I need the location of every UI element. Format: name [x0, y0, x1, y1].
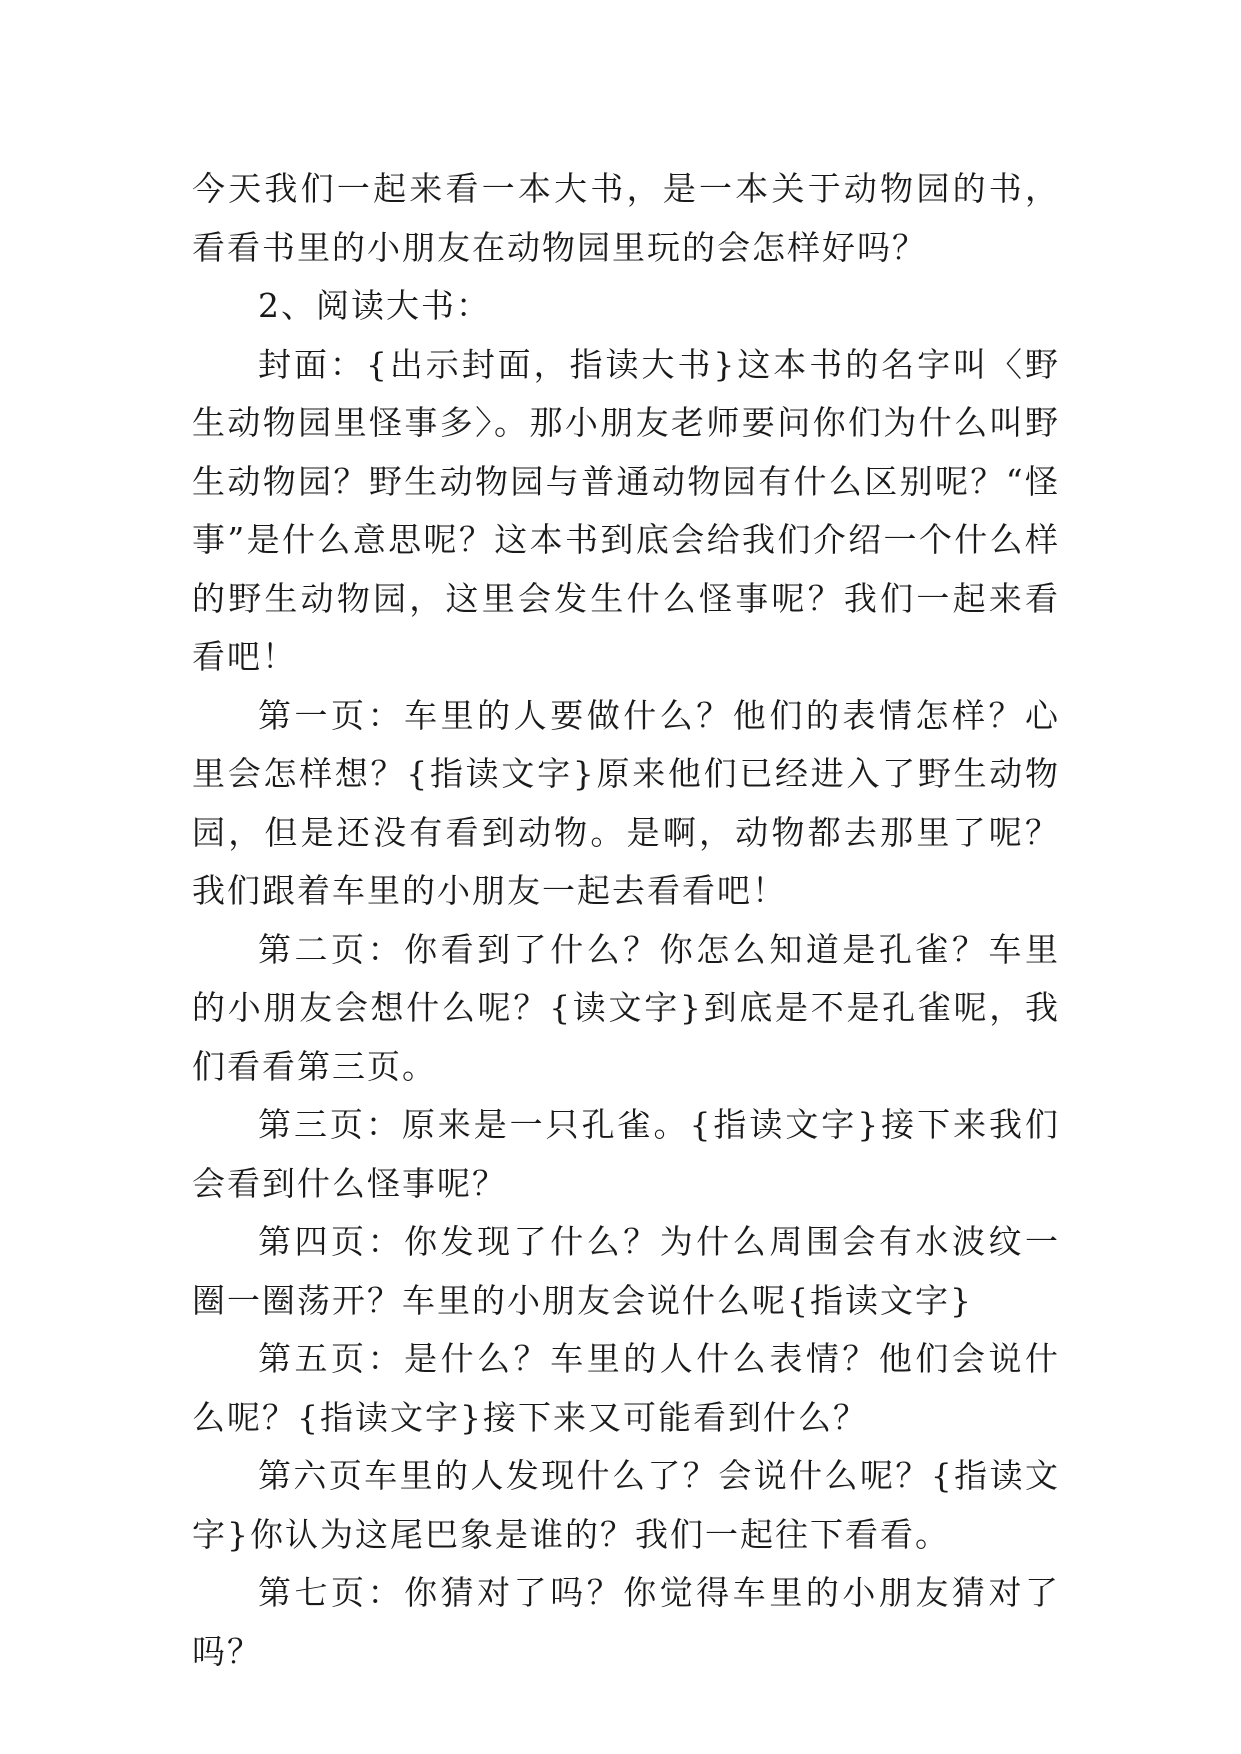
paragraph-page-1: 第一页：车里的人要做什么？他们的表情怎样？心里会怎样想？{指读文字}原来他们已经进入了野生动物园，但是还没有看到动物。是啊，动物都去那里了呢？我们跟着车里的小朋友一起去看看吧！ — [192, 695, 1060, 910]
paragraph-page-4: 第四页：你发现了什么？为什么周围会有水波纹一圈一圈荡开？车里的小朋友会说什么呢{指读文字} — [192, 1222, 1060, 1320]
paragraph-page-6: 第六页车里的人发现什么了？会说什么呢？{指读文字}你认为这尾巴象是谁的？我们一起往下看看。 — [192, 1456, 1060, 1554]
paragraph-page-3: 第三页：原来是一只孔雀。{指读文字}接下来我们会看到什么怪事呢？ — [192, 1105, 1060, 1203]
paragraph-page-2: 第二页：你看到了什么？你怎么知道是孔雀？车里的小朋友会想什么呢？{读文字}到底是不是孔雀呢，我们看看第三页。 — [192, 929, 1060, 1086]
paragraph-cover: 封面：{出示封面，指读大书}这本书的名字叫〈野生动物园里怪事多〉。那小朋友老师要问你们为什么叫野生动物园？野生动物园与普通动物园有什么区别呢？“怪事”是什么意思呢？这本书到底会给我们介绍一个什么样的野生动物园，这里会发生什么怪事呢？我们一起来看看吧！ — [192, 344, 1060, 676]
paragraph-intro: 今天我们一起来看一本大书，是一本关于动物园的书，看看书里的小朋友在动物园里玩的会怎样好吗？ — [192, 169, 1060, 267]
paragraph-page-7: 第七页：你猜对了吗？你觉得车里的小朋友猜对了吗？ — [192, 1573, 1060, 1671]
document-body — [192, 160, 1060, 1681]
paragraph-page-5: 第五页：是什么？车里的人什么表情？他们会说什么呢？{指读文字}接下来又可能看到什么？ — [192, 1339, 1060, 1437]
paragraph-section-heading: 2、阅读大书： — [258, 286, 491, 325]
